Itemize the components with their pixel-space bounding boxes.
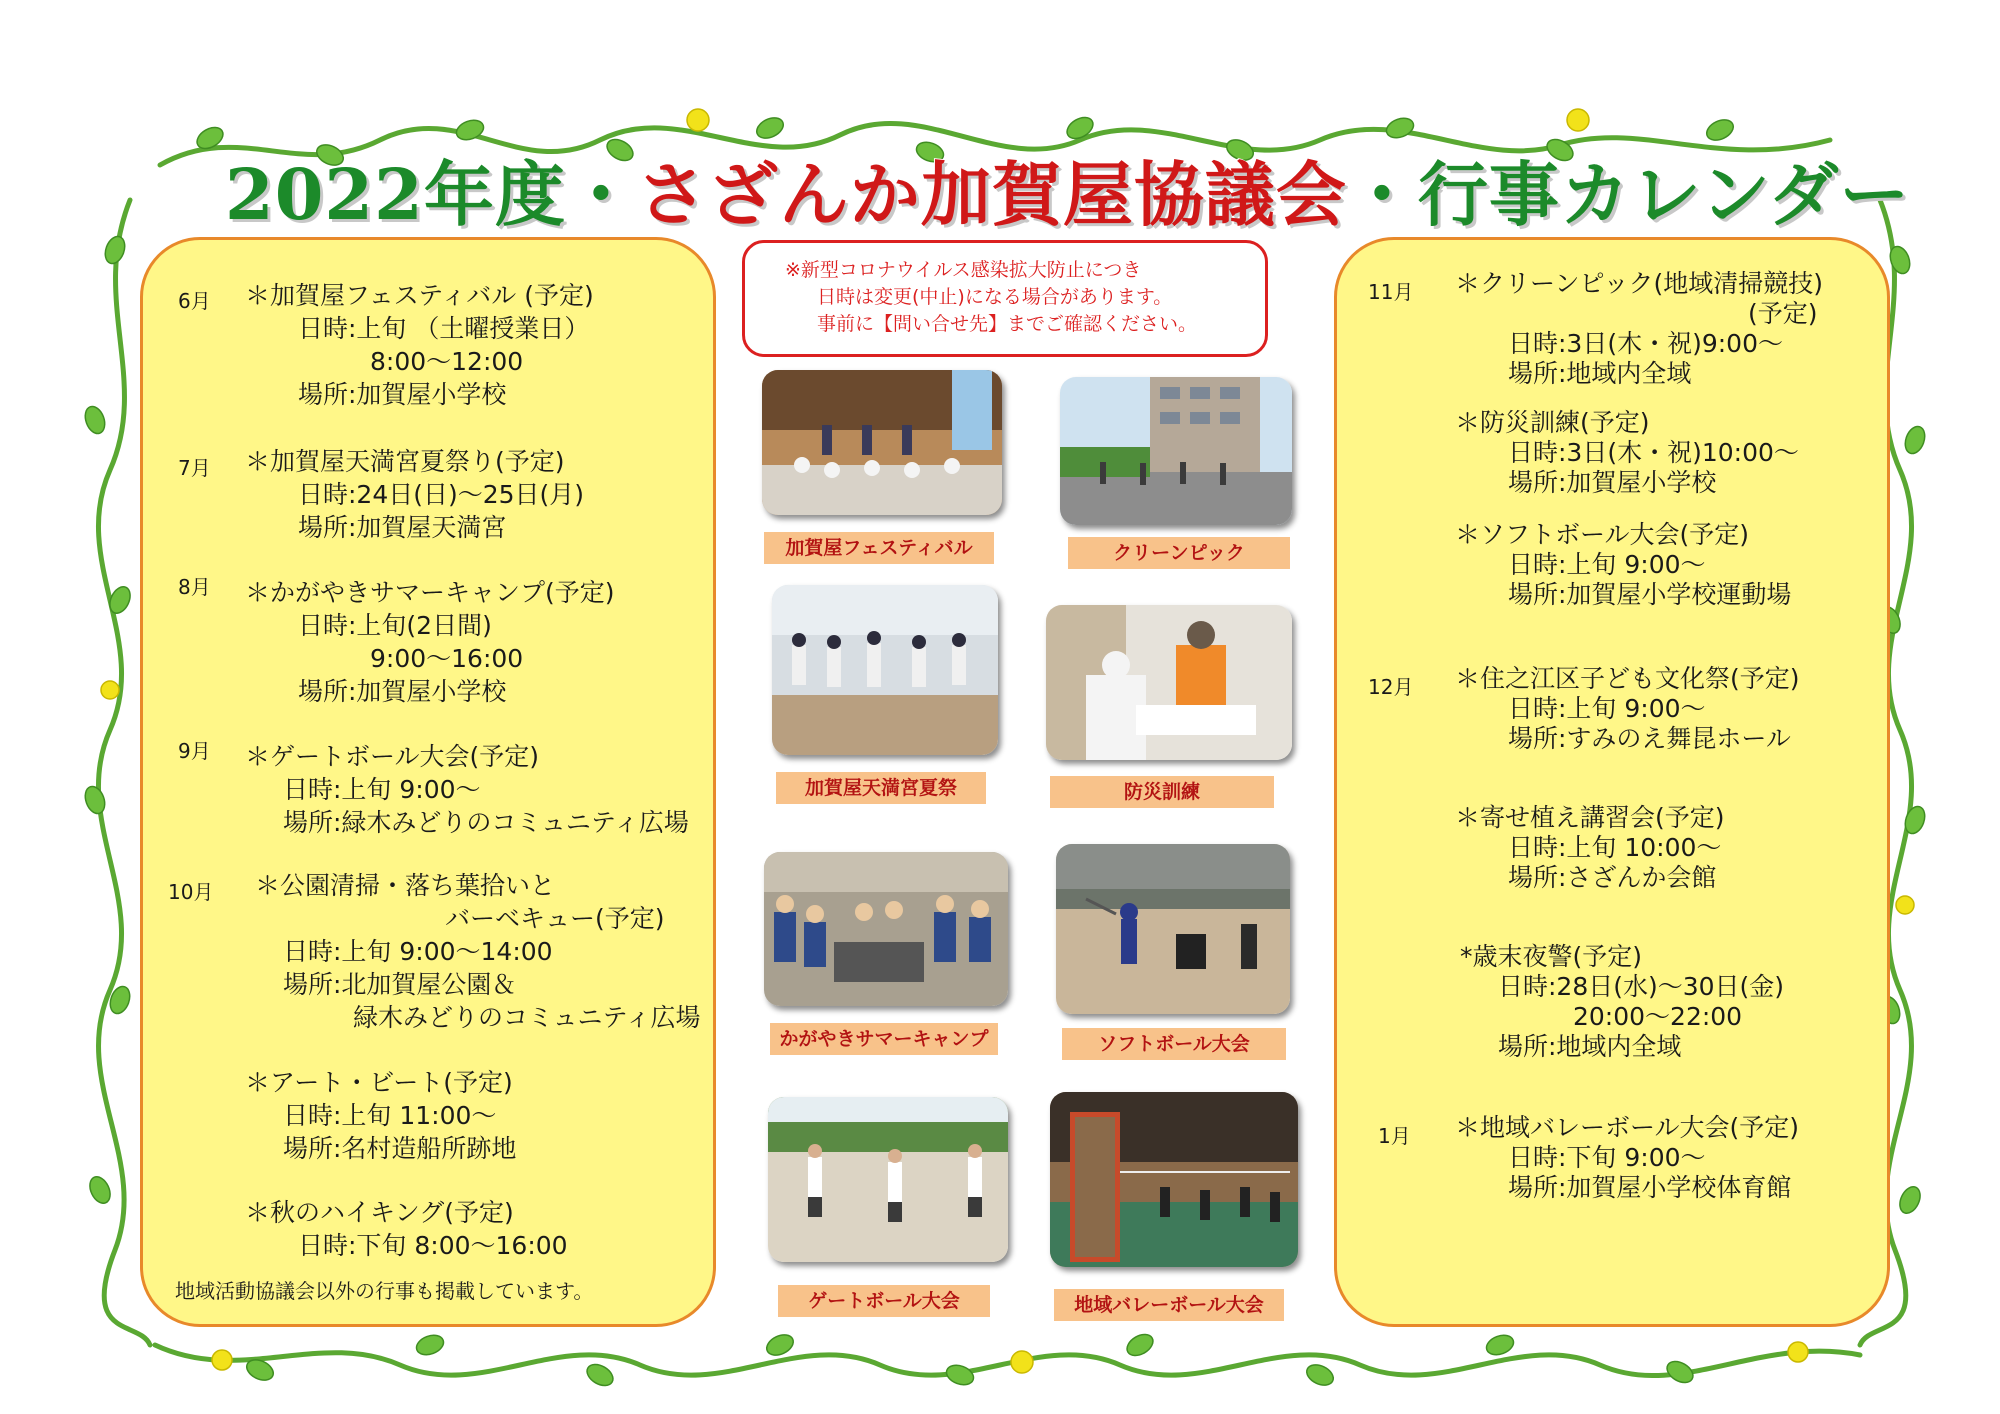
event-location: 場所:名村造船所跡地 [283, 1134, 517, 1163]
title-calendar: ・行事カレンダー [1346, 153, 1911, 236]
month-label: 11月 [1368, 280, 1414, 304]
event-name: ＊秋のハイキング(予定) [245, 1198, 514, 1227]
softball-photo [1056, 844, 1290, 1014]
month-label: 7月 [178, 456, 211, 480]
event-datetime: 日時:上旬 10:00～ [1508, 833, 1722, 862]
event-datetime: 日時:上旬 11:00～ [283, 1101, 497, 1130]
event-name: ＊かがやきサマーキャンプ(予定) [245, 578, 615, 607]
page-title [225, 140, 1911, 250]
month-label: 6月 [178, 289, 211, 313]
notice-line: 事前に【問い合せ先】までご確認ください。 [817, 313, 1198, 335]
event-name: ＊アート・ビート(予定) [245, 1068, 513, 1097]
photo-caption: ソフトボール大会 [1062, 1028, 1286, 1060]
event-location-continued: 緑木みどりのコミュニティ広場 [353, 1003, 701, 1032]
photo-caption: 地域バレーボール大会 [1054, 1289, 1284, 1321]
volleyball-photo [1050, 1092, 1298, 1267]
event-name: ＊公園清掃・落ち葉拾いと [255, 871, 556, 900]
event-name: ＊防災訓練(予定) [1455, 408, 1650, 437]
event-datetime: 日時:下旬 9:00～ [1508, 1143, 1706, 1172]
event-location: 場所:すみのえ舞昆ホール [1508, 724, 1791, 753]
festival-stage-photo [762, 370, 1002, 515]
event-datetime: 日時:24日(日)～25日(月) [298, 480, 585, 509]
footnote: 地域活動協議会以外の行事も掲載しています。 [175, 1279, 594, 1303]
event-location: 場所:加賀屋小学校 [298, 380, 507, 409]
event-name: ＊地域バレーボール大会(予定) [1455, 1113, 1800, 1142]
title-year: 2022年度・ [225, 153, 637, 236]
event-location: 場所:さざんか会館 [1508, 863, 1717, 892]
event-datetime: 日時:上旬 （土曜授業日） [298, 314, 590, 343]
title-organization: さざんか加賀屋協議会 [636, 153, 1347, 236]
covid-notice-box [742, 240, 1268, 357]
event-name: ＊クリーンピック(地域清掃競技) [1455, 269, 1824, 298]
event-datetime: 日時:3日(木・祝)9:00～ [1508, 329, 1783, 358]
photo-caption: ゲートボール大会 [778, 1285, 990, 1317]
event-datetime: 日時:3日(木・祝)10:00～ [1508, 438, 1799, 467]
month-label: 8月 [178, 575, 211, 599]
event-name: ＊寄せ植え講習会(予定) [1455, 803, 1725, 832]
event-time: 8:00～12:00 [370, 347, 524, 376]
street-cleanup-photo [1060, 377, 1292, 525]
event-name: ＊ゲートボール大会(予定) [245, 742, 540, 771]
event-name: ＊ソフトボール大会(予定) [1455, 520, 1750, 549]
event-name-continued: (予定) [1748, 299, 1818, 328]
notice-line: 日時は変更(中止)になる場合があります。 [817, 286, 1173, 308]
photo-caption: クリーンピック [1068, 537, 1290, 569]
photo-caption: 加賀屋天満宮夏祭 [776, 772, 986, 804]
event-datetime: 日時:上旬 9:00～ [1508, 550, 1706, 579]
event-datetime: 日時:上旬 9:00～14:00 [283, 937, 553, 966]
event-location: 場所:緑木みどりのコミュニティ広場 [283, 808, 689, 837]
event-location: 場所:加賀屋天満宮 [298, 513, 507, 542]
shrine-festival-photo [772, 585, 998, 755]
event-location: 場所:地域内全域 [1508, 359, 1692, 388]
disaster-drill-photo [1046, 605, 1292, 760]
month-label: 9月 [178, 739, 211, 763]
photo-caption: 加賀屋フェスティバル [764, 532, 994, 564]
month-label: 12月 [1368, 675, 1414, 699]
event-name-continued: バーベキュー(予定) [445, 904, 665, 933]
event-name: *歳末夜警(予定) [1460, 942, 1643, 971]
event-location: 場所:加賀屋小学校体育館 [1508, 1173, 1792, 1202]
event-time: 9:00～16:00 [370, 644, 524, 673]
event-name: ＊加賀屋フェスティバル (予定) [245, 281, 594, 310]
gateball-photo [768, 1097, 1008, 1262]
event-location: 場所:北加賀屋公園＆ [283, 970, 517, 999]
event-name: ＊住之江区子ども文化祭(予定) [1455, 664, 1800, 693]
event-location: 場所:加賀屋小学校 [1508, 468, 1717, 497]
month-label: 10月 [168, 880, 214, 904]
summer-camp-photo [764, 852, 1008, 1006]
event-datetime: 日時:上旬 9:00～ [283, 775, 481, 804]
photo-caption: 防災訓練 [1050, 776, 1274, 808]
event-location: 場所:加賀屋小学校運動場 [1508, 580, 1792, 609]
event-location: 場所:地域内全域 [1498, 1032, 1682, 1061]
event-location: 場所:加賀屋小学校 [298, 677, 507, 706]
month-label: 1月 [1378, 1124, 1411, 1148]
event-datetime: 日時:28日(水)～30日(金) [1498, 972, 1785, 1001]
event-name: ＊加賀屋天満宮夏祭り(予定) [245, 447, 565, 476]
photo-caption: かがやきサマーキャンプ [770, 1023, 998, 1055]
event-time: 20:00～22:00 [1573, 1002, 1743, 1031]
notice-line: ※新型コロナウイルス感染拡大防止につき [785, 259, 1142, 281]
event-datetime: 日時:下旬 8:00～16:00 [298, 1231, 568, 1260]
event-datetime: 日時:上旬 9:00～ [1508, 694, 1706, 723]
event-datetime: 日時:上旬(2日間) [298, 611, 492, 640]
